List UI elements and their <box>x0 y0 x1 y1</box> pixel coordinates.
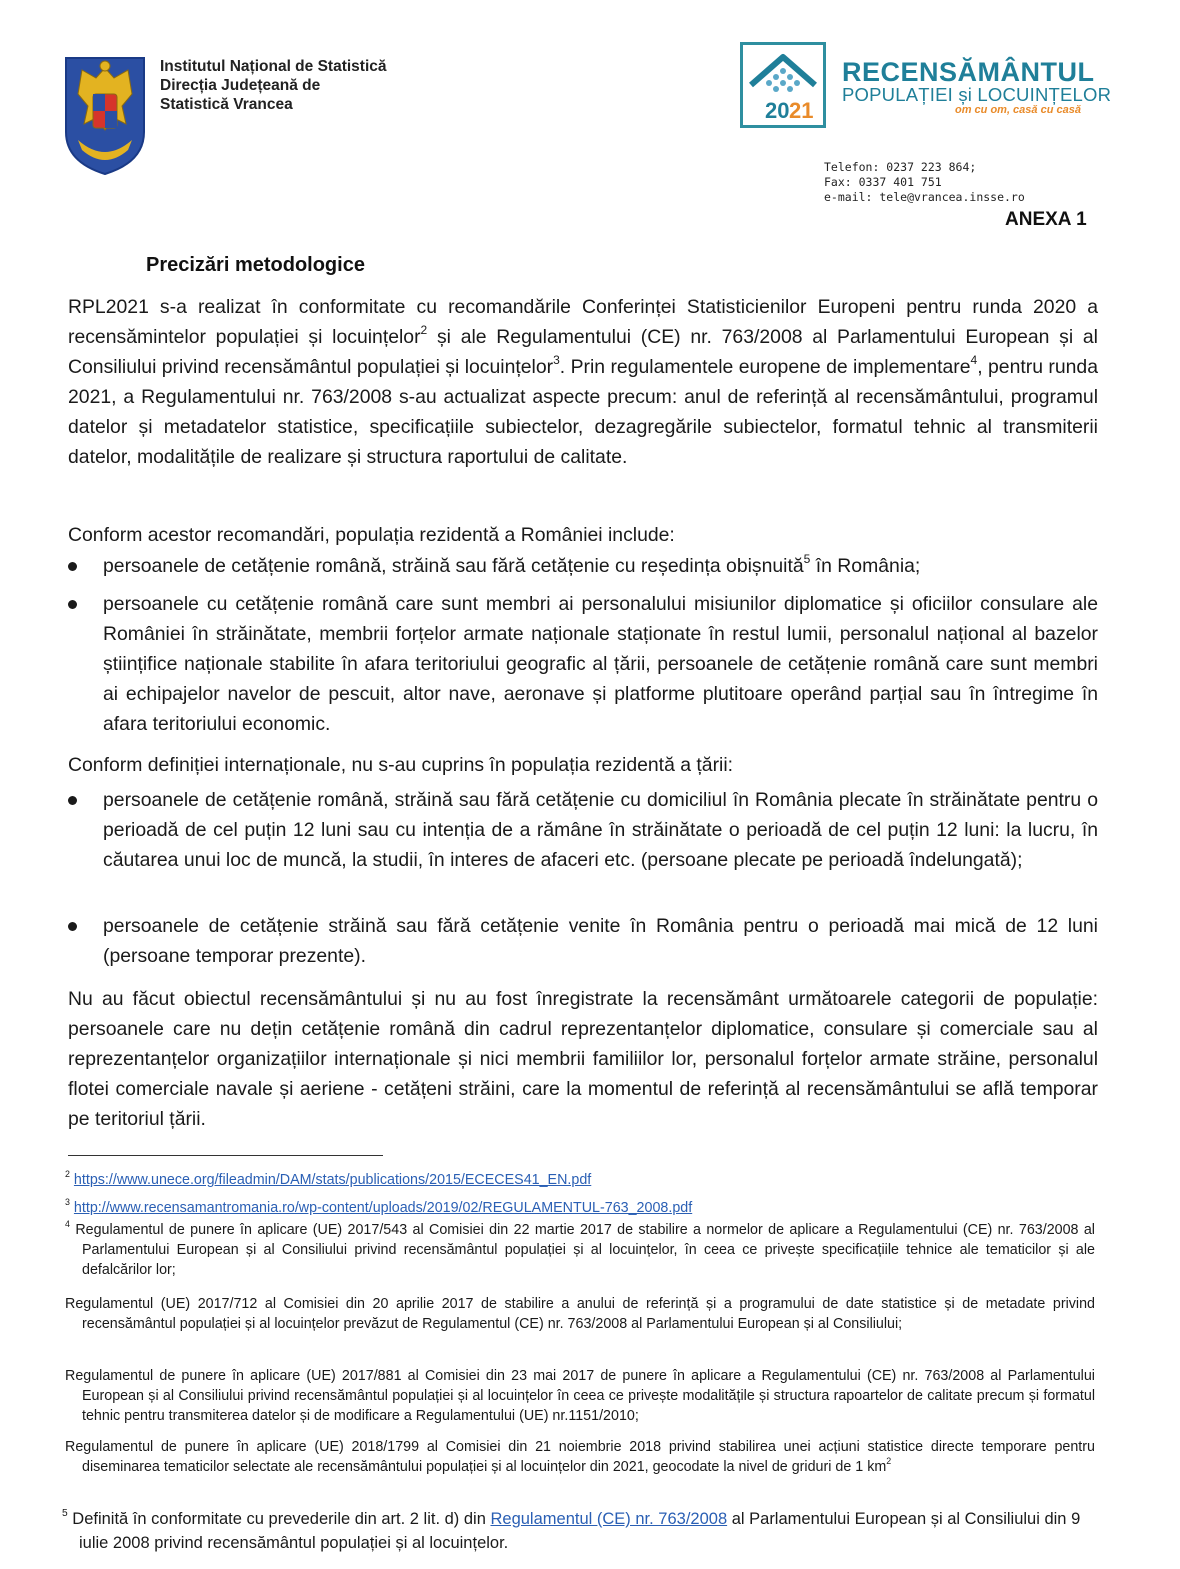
paragraph-intro <box>68 292 1098 472</box>
list-item-text: persoanele de cetățenie română, străină sau fără cetățenie cu domiciliul în România plecate în străinătate pentru o perioadă de cel puțin 12 luni sau cu intenția de a rămâne în străinătate o perioadă de cel puțin 12 luni: la lucru, în căutarea unui loc de muncă, la studii, în interes de afaceri etc. (persoane plecate pe perioadă îndelungată); <box>103 789 1098 871</box>
list-item <box>68 785 1098 875</box>
romania-coat-of-arms-icon <box>62 54 148 176</box>
footnote-4-regulation-881: Regulamentul de punere în aplicare (UE) 2017/881 al Comisiei din 23 mai 2017 de punere în aplicare a Regulamentului (CE) nr. 763/2008 al Parlamentului European și al Consiliului privind recensământul populației și al locuințelor în ceea ce privește modalitățile și structura rapoartelor de calitate precum și formatul tehnic pentru transmiterea datelor și de modificare a Regulamentului (UE) nr.1151/2010; <box>65 1368 1095 1424</box>
census-house-logo-icon <box>743 45 823 125</box>
bullet-icon <box>68 922 77 931</box>
logo-motto: om cu om, casă cu casă <box>955 104 1081 116</box>
svg-text:21: 21 <box>789 98 814 123</box>
footnote-2-link[interactable]: https://www.unece.org/fileadmin/DAM/stats/publications/2015/ECECES41_EN.pdf <box>73 1172 592 1188</box>
footnote-ref-5: 5 <box>803 551 811 566</box>
p1-text-a: RPL2021 s-a realizat în conformitate cu recomandările Conferinței Statisticienilor Europeni pentru runda 2020 a recensămintelor populației și locuințelor <box>68 296 1098 348</box>
contact-email: e-mail: tele@vrancea.insse.ro <box>824 190 1025 204</box>
footnote-4: $^4$ Regulamentul de punere în aplicare (UE) 2017/543 al Comisiei din 22 martie 2017 de stabilire a normelor de aplicare a Regulamentului (CE) nr. 763/2008 al Parlamentului European și al Consiliului privind recensământul populației și al locuințelor, în ceea ce privește specificațiile tehnice ale tematicilor și ale defalcărilor lor; <box>65 1218 1095 1278</box>
contact-block <box>824 160 1025 205</box>
footnote-5: $^5$ Definită în conformitate cu prevederile din art. 2 lit. d) din Regulamentul (CE) nr. 763/2008 al Parlamentului European și al Consiliului din 9 iulie 2008 privind recensământul populației și al locuințelor. <box>62 1507 1081 1552</box>
footnote-ref-4: 4 <box>970 352 978 367</box>
section-title: Precizări metodologice <box>146 254 365 276</box>
footnote-3: $^3$ http://www.recensamantromania.ro/wp-content/uploads/2019/02/REGULAMENTUL-763_2008.pdf <box>65 1196 693 1216</box>
footnote-4-regulation-712: Regulamentul (UE) 2017/712 al Comisiei din 20 aprilie 2017 de stabilire a anului de referință și a programului de date statistice și de metadate privind recensământul populației și al locuințelor prevăzut de Regulamentul (CE) nr. 763/2008 al Parlamentului European și al Consiliului; <box>65 1296 1095 1332</box>
institution-line-1: Institutul Național de Statistică <box>160 58 387 75</box>
list-item <box>68 551 1098 581</box>
p1-text-c: . Prin regulamentele europene de implementare <box>559 356 971 378</box>
list-item-text: persoanele de cetățenie română, străină sau fără cetățenie cu reședința obișnuită$^5$ în România; <box>103 551 921 577</box>
bullet-icon <box>68 600 77 609</box>
institution-name <box>160 57 387 114</box>
p1-text-d: , pentru runda 2021, a Regulamentului nr. 763/2008 s-au actualizat aspecte precum: anul de referință al recensământului, programul datelor și metadatelor statistice, specificațiile subiectelor, dezagregările subiectelor, formatul tehnic al transmiterii datelor, modalitățile de realizare și structura raportului de calitate. <box>68 356 1098 468</box>
footnote-3-link[interactable]: http://www.recensamantromania.ro/wp-content/uploads/2019/02/REGULAMENTUL-763_2008.pdf <box>73 1200 693 1216</box>
footnote-2: $^2$ https://www.unece.org/fileadmin/DAM/stats/publications/2015/ECECES41_EN.pdf <box>65 1168 592 1188</box>
paragraph-resident-includes: Conform acestor recomandări, populația rezidentă a României include: <box>68 524 675 546</box>
footnote-ref-2: 2 <box>420 322 428 337</box>
paragraph-not-covered: Nu au făcut obiectul recensământului și nu au fost înregistrate la recensământ următoarele categorii de populație: persoanele care nu dețin cetățenie română din cadrul reprezentanțelor diplomatice, consulare și comerciale sau al reprezentanțelor organizațiilor internaționale și nici membrii familiilor lor, personalul forțelor armate străine, personalul flotei comerciale navale și aeriene - cetățeni străini, care la momentul de referință al recensământului se află temporar pe teritoriul țării. <box>68 988 1098 1130</box>
census-logo-box <box>740 42 826 128</box>
footnote-4-regulation-1799: Regulamentul de punere în aplicare (UE) 2018/1799 al Comisiei din 21 noiembrie 2018 privind stabilirea unei acțiuni statistice directe temporare pentru diseminarea tematicilor selectate ale recensământului populației și al locuințelor din 2021, geocodate la nivel de griduri de 1 $km^2$ <box>65 1439 1095 1475</box>
bullet-icon <box>68 796 77 805</box>
institution-line-3: Statistică Vrancea <box>160 96 293 113</box>
logo-subtitle: POPULAȚIEI și LOCUINȚELOR <box>842 84 1112 105</box>
svg-text:20: 20 <box>765 98 790 123</box>
footnote-ref-3: 3 <box>553 352 560 367</box>
institution-line-2: Direcția Județeană de <box>160 77 321 94</box>
contact-phone: Telefon: 0237 223 864; <box>824 160 977 174</box>
footnote-5-link[interactable]: Regulamentul (CE) nr. 763/2008 <box>490 1510 728 1528</box>
list-item-text: persoanele cu cetățenie română care sunt membri ai personalului misiunilor diplomatice și oficiilor consulare ale României în străinătate, membrii forțelor armate naționale staționate în restul lumii, personalul național al bazelor științifice naționale stabilite în afara teritoriului geografic al țării, persoanele de cetățenie română care sunt membri ai echipajelor navelor de pescuit, altor nave, aeronave și platforme plutitoare operând parțial sau în întregime în afara teritoriului economic. <box>103 593 1098 735</box>
contact-fax: Fax: 0337 401 751 <box>824 175 942 189</box>
logo-title: RECENSĂMÂNTUL <box>842 57 1095 87</box>
list-item <box>68 911 1098 971</box>
paragraph-resident-excludes: Conform definiției internaționale, nu s-au cuprins în populația rezidentă a țării: <box>68 754 734 776</box>
list-item-text: persoanele de cetățenie străină sau fără cetățenie venite în România pentru o perioadă mai mică de 12 luni (persoane temporar prezente). <box>103 915 1098 967</box>
p1-text-b: și ale Regulamentului (CE) nr. 763/2008 al Parlamentului European și al Consiliului privind recensământul populației și locuințelor <box>68 326 1098 378</box>
bullet-icon <box>68 562 77 571</box>
annex-label: ANEXA 1 <box>1005 209 1087 230</box>
list-item <box>68 589 1098 739</box>
footnote-divider <box>68 1155 383 1156</box>
